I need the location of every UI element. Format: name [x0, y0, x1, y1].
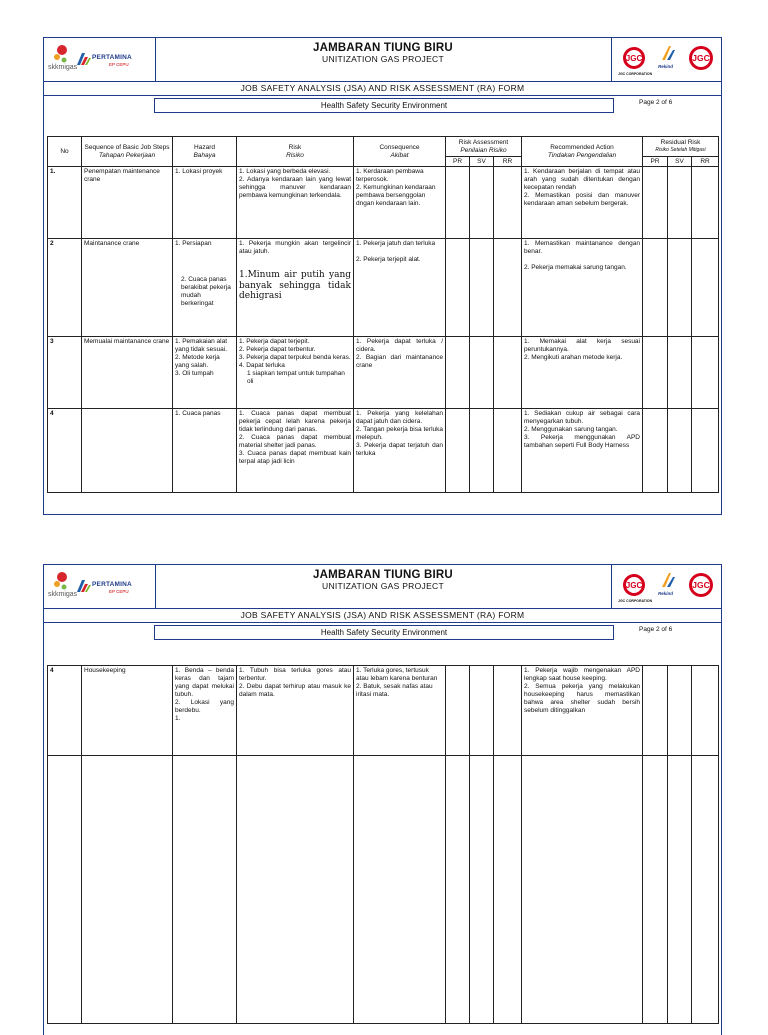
- project-title: JAMBARAN TIUNG BIRU: [313, 569, 453, 581]
- action-item: 1. Sediakan cukup air sebagai cara menyegarkan tubuh.: [524, 410, 640, 425]
- action-item: 1. Memakai alat kerja sesuai peruntukannya.: [524, 338, 640, 353]
- consequence-item: 2. Tangan pekerja bisa terluka melepuh.: [356, 425, 443, 441]
- consequence-item: 1. Terluka gores, tertusuk atau lebam karena benturan: [356, 667, 438, 682]
- hazard-item: 3. Oli tumpah: [175, 369, 214, 377]
- svg-text:JGC: JGC: [692, 580, 710, 590]
- action-item: 2. Menggunakan sarung tangan.: [524, 425, 618, 433]
- skkmigas-label: skkmigas: [48, 591, 78, 598]
- action-item: 2. Semua pekerja yang melakukan housekeeping harus memastikan bahwa area shelter sudah bersih sebelum ditinggalkan: [524, 682, 640, 714]
- empty-cell: [643, 756, 668, 1024]
- department-row: [44, 96, 721, 114]
- row-no: 2: [48, 239, 82, 337]
- row-consequence: [354, 666, 446, 756]
- col-consequence-id: Akibat: [390, 151, 409, 159]
- hazard-item: 1. Pemakaian alat yang tidak sesuai.: [175, 338, 228, 353]
- skkmigas-label: skkmigas: [48, 64, 78, 71]
- cell-residual-sv: [668, 239, 692, 337]
- hazard-item: 2. Metode kerja yang salah.: [175, 353, 220, 369]
- document-title: [156, 38, 610, 81]
- action-item: 2. Memastikan posisi dan manuver kendaraan aman sebelum bergerak.: [524, 191, 640, 207]
- consequence-item: 2. Kemungkinan kendaraan pembawa bersenggolan dngan kendaraan lain.: [356, 183, 436, 207]
- risk-item: 2. Debu dapat terhirup atau masuk ke dalam mata.: [239, 682, 351, 698]
- right-logos: [611, 565, 722, 608]
- row-step: Penempatan maintenance crane: [82, 167, 173, 239]
- row-risk: [237, 666, 354, 756]
- row-no: 1.: [48, 167, 82, 239]
- col-residual-id: Risiko Setelah Mitigasi: [655, 147, 706, 154]
- department-label: Health Safety Security Environment: [154, 98, 614, 113]
- row-action: [522, 409, 643, 493]
- left-logos: [44, 38, 156, 81]
- cell-sv: [470, 239, 494, 337]
- cell-residual-rr: [692, 337, 719, 409]
- col-risk-assessment: [446, 137, 522, 157]
- consequence-item: 2. Pekerja terjepit alat.: [356, 255, 421, 263]
- table-row-empty: [48, 756, 719, 1024]
- cell-rr: [494, 337, 522, 409]
- svg-text:JGC: JGC: [625, 54, 643, 63]
- empty-cell: [48, 756, 82, 1024]
- risk-item: 2. Adanya kendaraan lain yang lewat sehingga manuver kendaraan pembawa kemungkinan terkendala.: [239, 175, 351, 199]
- consequence-item: 2. Bagian dari maintanance crane: [356, 353, 443, 369]
- cell-pr: [446, 409, 470, 493]
- row-consequence: [354, 239, 446, 337]
- pertamina-logo-icon: [75, 52, 91, 66]
- col-residual: [643, 137, 719, 157]
- cell-rr: [494, 409, 522, 493]
- risk-item: 1 siapkan tempat untuk tumpahan oli: [247, 369, 345, 385]
- cell-sv: [470, 666, 494, 756]
- col-risk-id: Risiko: [286, 151, 304, 159]
- col-risk: [237, 137, 354, 167]
- page-number: Page 2 of 6: [639, 99, 673, 106]
- row-no: 4: [48, 409, 82, 493]
- col-hazard-id: Bahaya: [193, 151, 216, 159]
- risk-item: 2. Cuaca panas dapat membuat material shelter jadi panas.: [239, 433, 351, 449]
- department-row: [44, 623, 721, 641]
- row-action: [522, 337, 643, 409]
- consequence-item: 1. Pekerja yang kelelahan dapat jatuh dan cidera.: [356, 410, 443, 425]
- row-hazard: [173, 337, 237, 409]
- page-number: Page 2 of 6: [639, 626, 673, 633]
- col-consequence: [354, 137, 446, 167]
- row-hazard: [173, 409, 237, 493]
- row-action: [522, 167, 643, 239]
- cell-rr: [494, 666, 522, 756]
- action-item: 1. Kendaraan berjalan di tempat atau arah yang sudah ditentukan dengan kecepatan rendah: [524, 168, 640, 191]
- svg-text:JGC: JGC: [625, 581, 643, 590]
- col-rr: RR: [494, 157, 522, 167]
- jgc-logo-icon: [688, 572, 714, 598]
- project-subtitle: UNITIZATION GAS PROJECT: [322, 581, 444, 591]
- page-header: [44, 565, 721, 609]
- cell-sv: [470, 409, 494, 493]
- row-step: Maintanance crane: [82, 239, 173, 337]
- row-action: [522, 666, 643, 756]
- row-consequence: [354, 409, 446, 493]
- cell-residual-sv: [668, 337, 692, 409]
- action-item: 1. Pekerja wajib mengenakan APD lengkap saat house keeping.: [524, 667, 640, 682]
- col-pr: PR: [446, 157, 470, 167]
- pertamina-label: PERTAMINA: [92, 54, 132, 61]
- cell-rr: [494, 167, 522, 239]
- action-item: 2. Mengikuti arahan metode kerja.: [524, 353, 623, 361]
- cell-rr: [494, 239, 522, 337]
- cell-pr: [446, 337, 470, 409]
- document-page-2: [43, 564, 722, 1035]
- risk-item: 4. Dapat terluka: [239, 361, 285, 369]
- cell-residual-rr: [692, 409, 719, 493]
- jgc-logo-icon: [622, 46, 646, 70]
- hazard-item: 1. Lokasi proyek: [175, 168, 223, 175]
- consequence-item: 3. Pekerja dapat terjatuh dan terluka: [356, 441, 443, 457]
- risk-item: 1. Tubuh bisa terluka gores atau terbentur.: [239, 667, 351, 682]
- col-sequence-label: Sequence of Basic Job Steps: [84, 143, 170, 151]
- empty-cell: [522, 756, 643, 1024]
- table-row: [48, 337, 719, 409]
- risk-item: 2. Pekerja dapat terbentur.: [239, 345, 316, 353]
- document-page-1: [43, 37, 722, 515]
- empty-cell: [173, 756, 237, 1024]
- col-recommended-label: Recommended Action: [550, 143, 614, 151]
- jgc-corporation-label: JGC CORPORATION: [618, 72, 653, 76]
- col-residual-rr: RR: [692, 157, 719, 167]
- risk-handwritten-note: 1.Minum air putih yang banyak sehingga tidak dehigrasi: [239, 269, 351, 302]
- jgc-logo-icon: [688, 45, 714, 71]
- row-step: Housekeeping: [82, 666, 173, 756]
- col-recommended: [522, 137, 643, 167]
- cell-residual-pr: [643, 239, 668, 337]
- jgc-corporation-label: JGC CORPORATION: [618, 599, 653, 603]
- table-row: [48, 167, 719, 239]
- cell-residual-rr: [692, 167, 719, 239]
- row-hazard: [173, 666, 237, 756]
- col-residual-label: Residual Risk: [660, 139, 701, 147]
- cell-residual-pr: [643, 337, 668, 409]
- jsa-table: [47, 136, 719, 493]
- row-action: [522, 239, 643, 337]
- pertamina-logo-icon: [75, 579, 91, 593]
- empty-cell: [446, 756, 470, 1024]
- col-consequence-label: Consequence: [379, 143, 420, 151]
- row-risk: [237, 239, 354, 337]
- table-row: [48, 666, 719, 756]
- consequence-item: 2. Batuk, sesak nafas atau iritasi mata.: [356, 682, 433, 698]
- empty-cell: [494, 756, 522, 1024]
- cell-residual-rr: [692, 666, 719, 756]
- row-consequence: [354, 337, 446, 409]
- col-residual-pr: PR: [643, 157, 668, 167]
- jsa-table-continued: [47, 665, 719, 1024]
- cell-residual-sv: [668, 666, 692, 756]
- risk-item: 3. Cuaca panas dapat membuat kain terpal atap jadi licin: [239, 449, 351, 465]
- cell-sv: [470, 167, 494, 239]
- empty-cell: [470, 756, 494, 1024]
- empty-cell: [354, 756, 446, 1024]
- row-no: 4: [48, 666, 82, 756]
- rekind-logo-icon: [660, 44, 678, 62]
- rekind-label: Rekind: [658, 64, 674, 69]
- hazard-item: 1.: [175, 714, 181, 722]
- col-sv: SV: [470, 157, 494, 167]
- cell-pr: [446, 167, 470, 239]
- col-no: No: [48, 137, 82, 167]
- right-logos: [611, 38, 722, 81]
- form-title: JOB SAFETY ANALYSIS (JSA) AND RISK ASSESSMENT (RA) FORM: [44, 608, 721, 623]
- risk-item: 1. Cuaca panas dapat membuat pekerja cepat lelah karena pekerja tidak terlindung dari panas.: [239, 410, 351, 433]
- row-risk: [237, 167, 354, 239]
- col-risk-assessment-label: Risk Assessment: [458, 138, 509, 146]
- document-title: [156, 565, 610, 608]
- row-hazard: [173, 239, 237, 337]
- cell-residual-pr: [643, 167, 668, 239]
- consequence-item: 1. Kerdaraan pembawa terperosok.: [356, 168, 424, 183]
- left-logos: [44, 565, 156, 608]
- pertamina-label: PERTAMINA: [92, 581, 132, 588]
- col-sequence: [82, 137, 173, 167]
- risk-item: 3. Pekerja dapat terpukul benda keras.: [239, 353, 351, 361]
- table-row: [48, 409, 719, 493]
- col-risk-assessment-id: Penilaian Risiko: [460, 146, 507, 154]
- rekind-logo-icon: [660, 571, 678, 589]
- row-hazard: [173, 167, 237, 239]
- action-item: 3. Pekerja menggunakan APD tambahan seperti Full Body Harness: [524, 433, 640, 449]
- cell-sv: [470, 337, 494, 409]
- action-item: 2. Pekerja memakai sarung tangan.: [524, 263, 627, 271]
- cell-residual-sv: [668, 167, 692, 239]
- row-step: Memualai maintanance crane: [82, 337, 173, 409]
- col-risk-label: Risk: [288, 143, 302, 151]
- empty-cell: [692, 756, 719, 1024]
- department-label: Health Safety Security Environment: [154, 625, 614, 640]
- cell-residual-pr: [643, 409, 668, 493]
- cell-residual-rr: [692, 239, 719, 337]
- cell-pr: [446, 666, 470, 756]
- consequence-item: 1. Pekerja jatuh dan terluka: [356, 240, 436, 247]
- empty-cell: [237, 756, 354, 1024]
- form-title: JOB SAFETY ANALYSIS (JSA) AND RISK ASSESSMENT (RA) FORM: [44, 81, 721, 96]
- svg-text:JGC: JGC: [692, 53, 710, 63]
- col-residual-sv: SV: [668, 157, 692, 167]
- hazard-item: 1. Benda – benda keras dan tajam yang dapat melukai tubuh.: [175, 667, 234, 698]
- col-hazard: [173, 137, 237, 167]
- action-item: 1. Memastikan maintanance dengan benar.: [524, 240, 640, 255]
- risk-item: 1. Pekerja mungkin akan tergelincir atau jatuh.: [239, 240, 351, 255]
- empty-cell: [82, 756, 173, 1024]
- hazard-item: 2. Cuaca panas berakibat pekerja mudah berkeringat: [181, 275, 231, 307]
- col-sequence-id: Tahapan Pekerjaan: [98, 151, 156, 159]
- row-risk: [237, 337, 354, 409]
- row-step: [82, 409, 173, 493]
- row-consequence: [354, 167, 446, 239]
- jgc-logo-icon: [622, 573, 646, 597]
- cell-residual-pr: [643, 666, 668, 756]
- project-title: JAMBARAN TIUNG BIRU: [313, 42, 453, 54]
- ep-cepu-label: EP CEPU: [109, 589, 129, 594]
- col-recommended-id: Tindakan Pengendalian: [547, 151, 617, 159]
- rekind-label: Rekind: [658, 591, 674, 596]
- hazard-item: 1. Cuaca panas: [175, 410, 221, 417]
- risk-item: 1. Lokasi yang berbeda elevasi.: [239, 168, 331, 175]
- hazard-item: 2. Lokasi yang berdebu.: [175, 698, 234, 714]
- row-no: 3: [48, 337, 82, 409]
- project-subtitle: UNITIZATION GAS PROJECT: [322, 54, 444, 64]
- page-header: [44, 38, 721, 82]
- empty-cell: [668, 756, 692, 1024]
- cell-pr: [446, 239, 470, 337]
- consequence-item: 1. Pekerja dapat terluka / cidera.: [356, 338, 443, 353]
- risk-item: 1. Pekerja dapat terjepit.: [239, 338, 310, 345]
- cell-residual-sv: [668, 409, 692, 493]
- table-row: [48, 239, 719, 337]
- ep-cepu-label: EP CEPU: [109, 62, 129, 67]
- hazard-item: 1. Persiapan: [175, 240, 212, 247]
- col-hazard-label: Hazard: [194, 143, 215, 151]
- row-risk: [237, 409, 354, 493]
